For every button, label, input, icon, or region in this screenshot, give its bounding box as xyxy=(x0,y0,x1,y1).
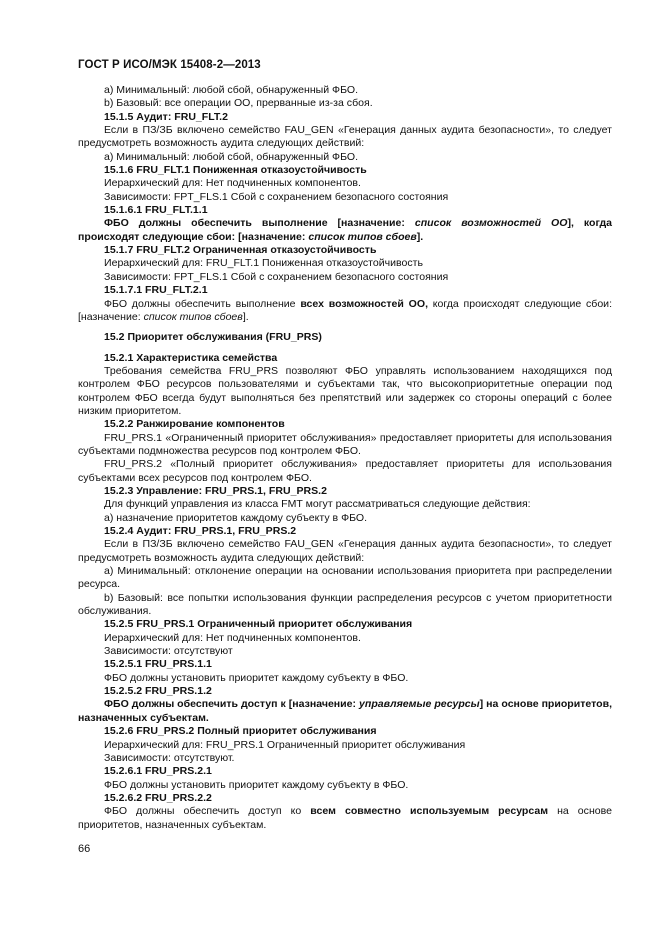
element-heading: 15.1.6.1 FRU_FLT.1.1 xyxy=(104,204,208,217)
hierarchy-line: Иерархический для: FRU_PRS.1 Ограниченный приоритет обслуживания xyxy=(104,738,466,751)
list-item: a) Минимальный: любой сбой, обнаруженный ФБО. xyxy=(104,84,359,96)
hierarchy-line: Иерархический для: FRU_FLT.1 Пониженная отказоустойчивость xyxy=(104,257,423,270)
section-heading: 15.2.5 FRU_PRS.1 Ограниченный приоритет обслуживания xyxy=(104,618,413,631)
text-run-bold: всех возможностей ОО, xyxy=(300,297,429,310)
dependencies-line: Зависимости: FPT_FLS.1 Сбой с сохранением безопасного состояния xyxy=(104,190,449,203)
element-heading: 15.2.6.2 FRU_PRS.2.2 xyxy=(104,791,212,804)
text-run-italic: список возможностей ОО xyxy=(414,217,568,230)
requirement-paragraph: ФБО должны установить приоритет каждому субъекту в ФБО. xyxy=(104,778,409,791)
requirement-paragraph xyxy=(78,298,612,325)
requirement-paragraph xyxy=(78,217,612,244)
page-body xyxy=(78,84,612,832)
section-heading: 15.2.3 Управление: FRU_PRS.1, FRU_PRS.2 xyxy=(104,484,327,497)
element-heading: 15.2.6.1 FRU_PRS.2.1 xyxy=(104,765,212,778)
text-run: ]. xyxy=(242,310,249,323)
paragraph: Для функций управления из класса FMT могут рассматриваться следующие действия: xyxy=(104,498,531,511)
page-header: ГОСТ Р ИСО/МЭК 15408-2—2013 xyxy=(78,59,261,71)
paragraph: FRU_PRS.2 «Полный приоритет обслуживания» предоставляет приоритеты для использования субъектами всех ресурсов под контролем ФБО. xyxy=(78,458,612,484)
list-item: a) Минимальный: отклонение операции на основании использования приоритета при распределении ресурса. xyxy=(78,565,612,591)
section-heading: 15.2.2 Ранжирование компонентов xyxy=(104,418,285,431)
list-item: a) Минимальный: любой сбой, обнаруженный ФБО. xyxy=(104,150,359,163)
list-item: a) назначение приоритетов каждому субъекту в ФБО. xyxy=(104,511,368,524)
section-heading: 15.2.4 Аудит: FRU_PRS.1, FRU_PRS.2 xyxy=(104,525,297,537)
element-heading: 15.2.5.2 FRU_PRS.1.2 xyxy=(104,685,212,698)
text-run-bold: всем совместно используемым ресурсам xyxy=(310,805,549,818)
text-run: ФБО должны обеспечить выполнение [назначение: xyxy=(104,217,415,230)
text-run: ФБО должны обеспечить выполнение xyxy=(104,297,301,310)
element-heading: 15.2.5.1 FRU_PRS.1.1 xyxy=(104,658,212,671)
requirement-paragraph xyxy=(78,805,612,832)
text-run: на основе приоритетов, назначенных субъектам. xyxy=(78,805,612,831)
section-heading: 15.2 Приоритет обслуживания (FRU_PRS) xyxy=(104,331,322,344)
text-run: ], когда происходят следующие сбои: [назначение: xyxy=(78,217,613,243)
text-run-italic: список типов сбоев xyxy=(143,310,243,323)
element-heading: 15.1.7.1 FRU_FLT.2.1 xyxy=(104,284,208,297)
text-run-italic: управляемые ресурсы xyxy=(359,698,480,711)
paragraph: FRU_PRS.1 «Ограниченный приоритет обслуживания» предоставляет приоритеты для использования субъектами подмножества ресурсов под контролем ФБО. xyxy=(78,431,612,457)
text-run: ФБО должны обеспечить доступ ко xyxy=(104,805,311,818)
paragraph: Если в ПЗ/ЗБ включено семейство FAU_GEN «Генерация данных аудита безопасности», то следует предусмотреть возможность аудита следующих действий: xyxy=(78,124,612,150)
dependencies-line: Зависимости: отсутствуют. xyxy=(104,751,235,764)
section-heading: 15.2.6 FRU_PRS.2 Полный приоритет обслуживания xyxy=(104,725,377,738)
list-item: b) Базовый: все операции ОО, прерванные из-за сбоя. xyxy=(104,97,373,110)
hierarchy-line: Иерархический для: Нет подчиненных компонентов. xyxy=(104,177,361,190)
section-heading: 15.1.6 FRU_FLT.1 Пониженная отказоустойчивость xyxy=(104,164,367,177)
hierarchy-line: Иерархический для: Нет подчиненных компонентов. xyxy=(104,631,361,644)
list-item: b) Базовый: все попытки использования функции распределения ресурсов с учетом приоритетности обслуживания. xyxy=(78,591,612,618)
text-run: ]. xyxy=(416,230,424,243)
text-run-italic: список типов сбоев xyxy=(308,230,417,243)
page-number: 66 xyxy=(78,843,91,855)
requirement-paragraph: ФБО должны установить приоритет каждому субъекту в ФБО. xyxy=(104,671,409,684)
paragraph: Если в ПЗ/ЗБ включено семейство FAU_GEN «Генерация данных аудита безопасности», то следует предусмотреть возможность аудита следующих действий: xyxy=(78,538,612,564)
text-run: когда происходят следующие сбои: [назначение: xyxy=(78,297,613,323)
text-run: ФБО должны обеспечить доступ к [назначение: xyxy=(104,698,360,711)
paragraph: Требования семейства FRU_PRS позволяют ФБО управлять использованием находящихся под контролем ФБО ресурсов пользователями и субъектами так, что высокоприоритетные операции под контролем ФБО всегда будут выполняться без препятствий или задержек со стороны операций с более низким приоритетом. xyxy=(78,364,612,417)
section-heading: 15.2.1 Характеристика семейства xyxy=(104,351,278,364)
section-heading: 15.1.5 Аудит: FRU_FLT.2 xyxy=(104,110,228,123)
requirement-paragraph xyxy=(78,698,612,725)
dependencies-line: Зависимости: FPT_FLS.1 Сбой с сохранением безопасного состояния xyxy=(104,270,449,283)
dependencies-line: Зависимости: отсутствуют xyxy=(104,645,233,658)
text-run: ] на основе приоритетов, назначенных субъектам. xyxy=(78,698,613,724)
section-heading: 15.1.7 FRU_FLT.2 Ограниченная отказоустойчивость xyxy=(104,244,377,257)
